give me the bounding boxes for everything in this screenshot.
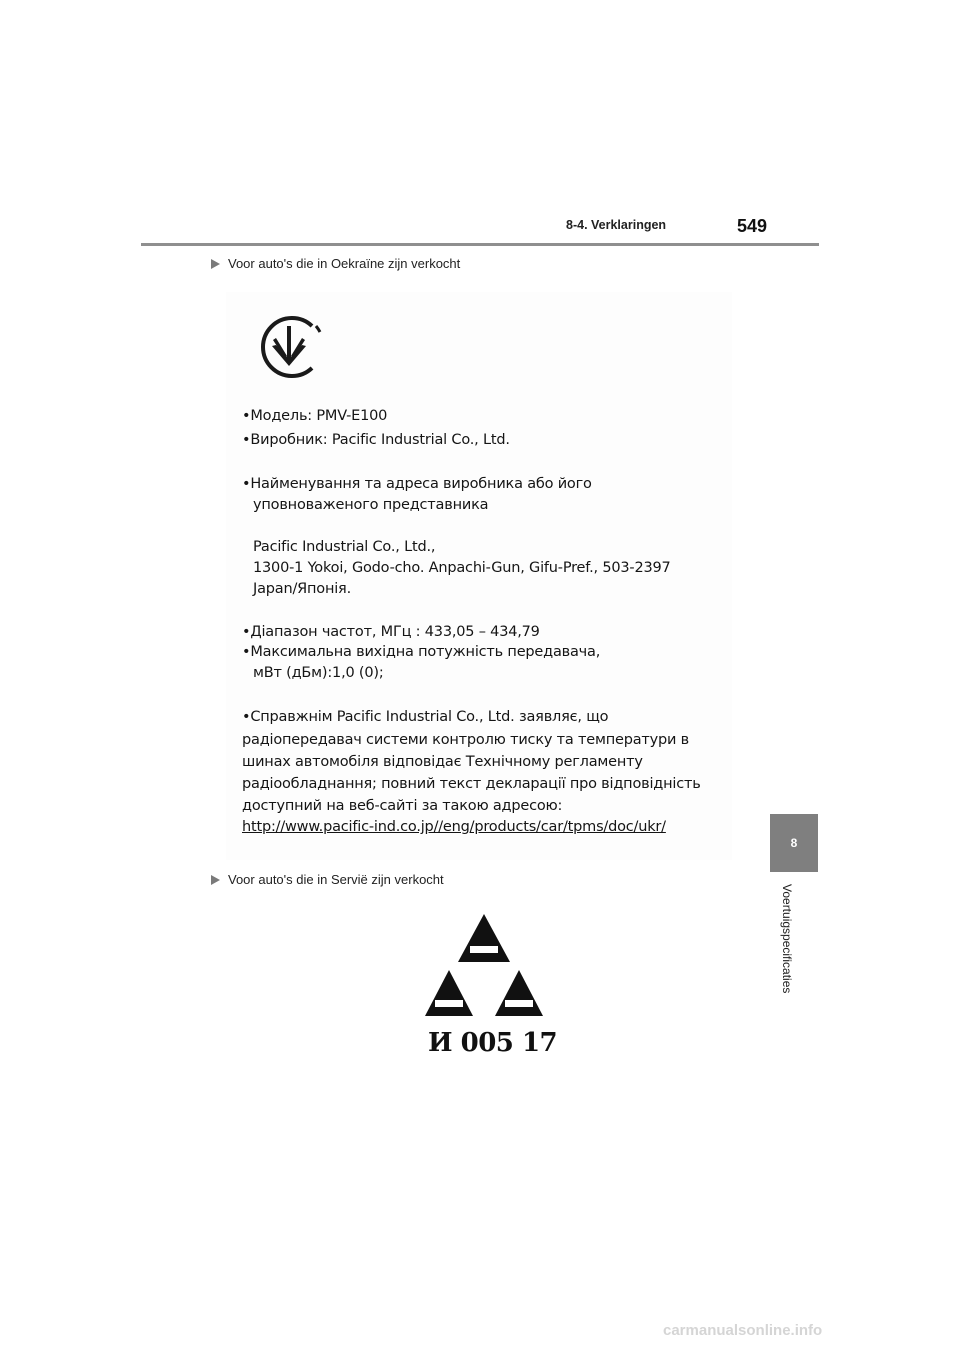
triangle-bullet-icon — [211, 259, 220, 269]
cert-rep-heading: •Найменування та адреса виробника або його — [242, 476, 592, 492]
serbia-triangles-mark-icon — [420, 908, 548, 1026]
cert-declaration-1: •Справжнім Pacific Industrial Co., Ltd. заявляє, що — [242, 709, 609, 725]
page-number: 549 — [737, 216, 768, 236]
ukraine-conformity-mark-icon — [254, 312, 324, 382]
ukraine-heading — [211, 256, 460, 271]
cert-declaration-4: радіообладнання; повний текст декларації про відповідність — [242, 776, 701, 792]
ukraine-heading-text: Voor auto's die in Oekraïne zijn verkocht — [228, 256, 461, 271]
cert-declaration-3: шинах автомобіля відповідає Технічному регламенту — [242, 754, 643, 770]
cert-url-link[interactable]: http://www.pacific-ind.co.jp//eng/products/car/tpms/doc/ukr/ — [242, 819, 666, 835]
cert-declaration-2: радіопередавач системи контролю тиску та температури в — [242, 732, 690, 748]
chapter-number: 8 — [790, 836, 798, 850]
serbia-heading-text: Voor auto's die in Servië zijn verkocht — [228, 872, 444, 887]
cert-declaration-5: доступний на веб-сайті за такою адресою: — [242, 798, 563, 814]
watermark: carmanualsonline.info — [663, 1322, 823, 1339]
cert-rep-heading-cont: уповноваженого представника — [253, 497, 489, 513]
header-divider — [141, 243, 819, 246]
cert-country: Japan/Японія. — [253, 581, 351, 597]
cert-frequency-range: •Діапазон частот, МГц : 433,05 – 434,79 — [242, 624, 540, 640]
chapter-label: Voertuigspecificaties — [780, 884, 794, 994]
cert-address: 1300-1 Yokoi, Godo-cho. Anpachi-Gun, Gifu-Pref., 503-2397 — [253, 560, 671, 576]
cert-company: Pacific Industrial Co., Ltd., — [253, 539, 436, 555]
cert-max-power: •Максимальна вихідна потужність передавача, — [242, 644, 601, 660]
cert-manufacturer: •Виробник: Pacific Industrial Co., Ltd. — [242, 432, 510, 448]
triangle-bullet-icon — [211, 875, 220, 885]
cert-model: •Модель: PMV-E100 — [242, 408, 388, 424]
serbia-cert-code: И 005 17 — [428, 1028, 558, 1058]
ukraine-certificate — [226, 292, 732, 860]
serbia-heading — [211, 872, 444, 887]
section-title: 8-4. Verklaringen — [566, 218, 667, 232]
cert-max-power-value: мВт (дБм):1,0 (0); — [253, 665, 384, 681]
